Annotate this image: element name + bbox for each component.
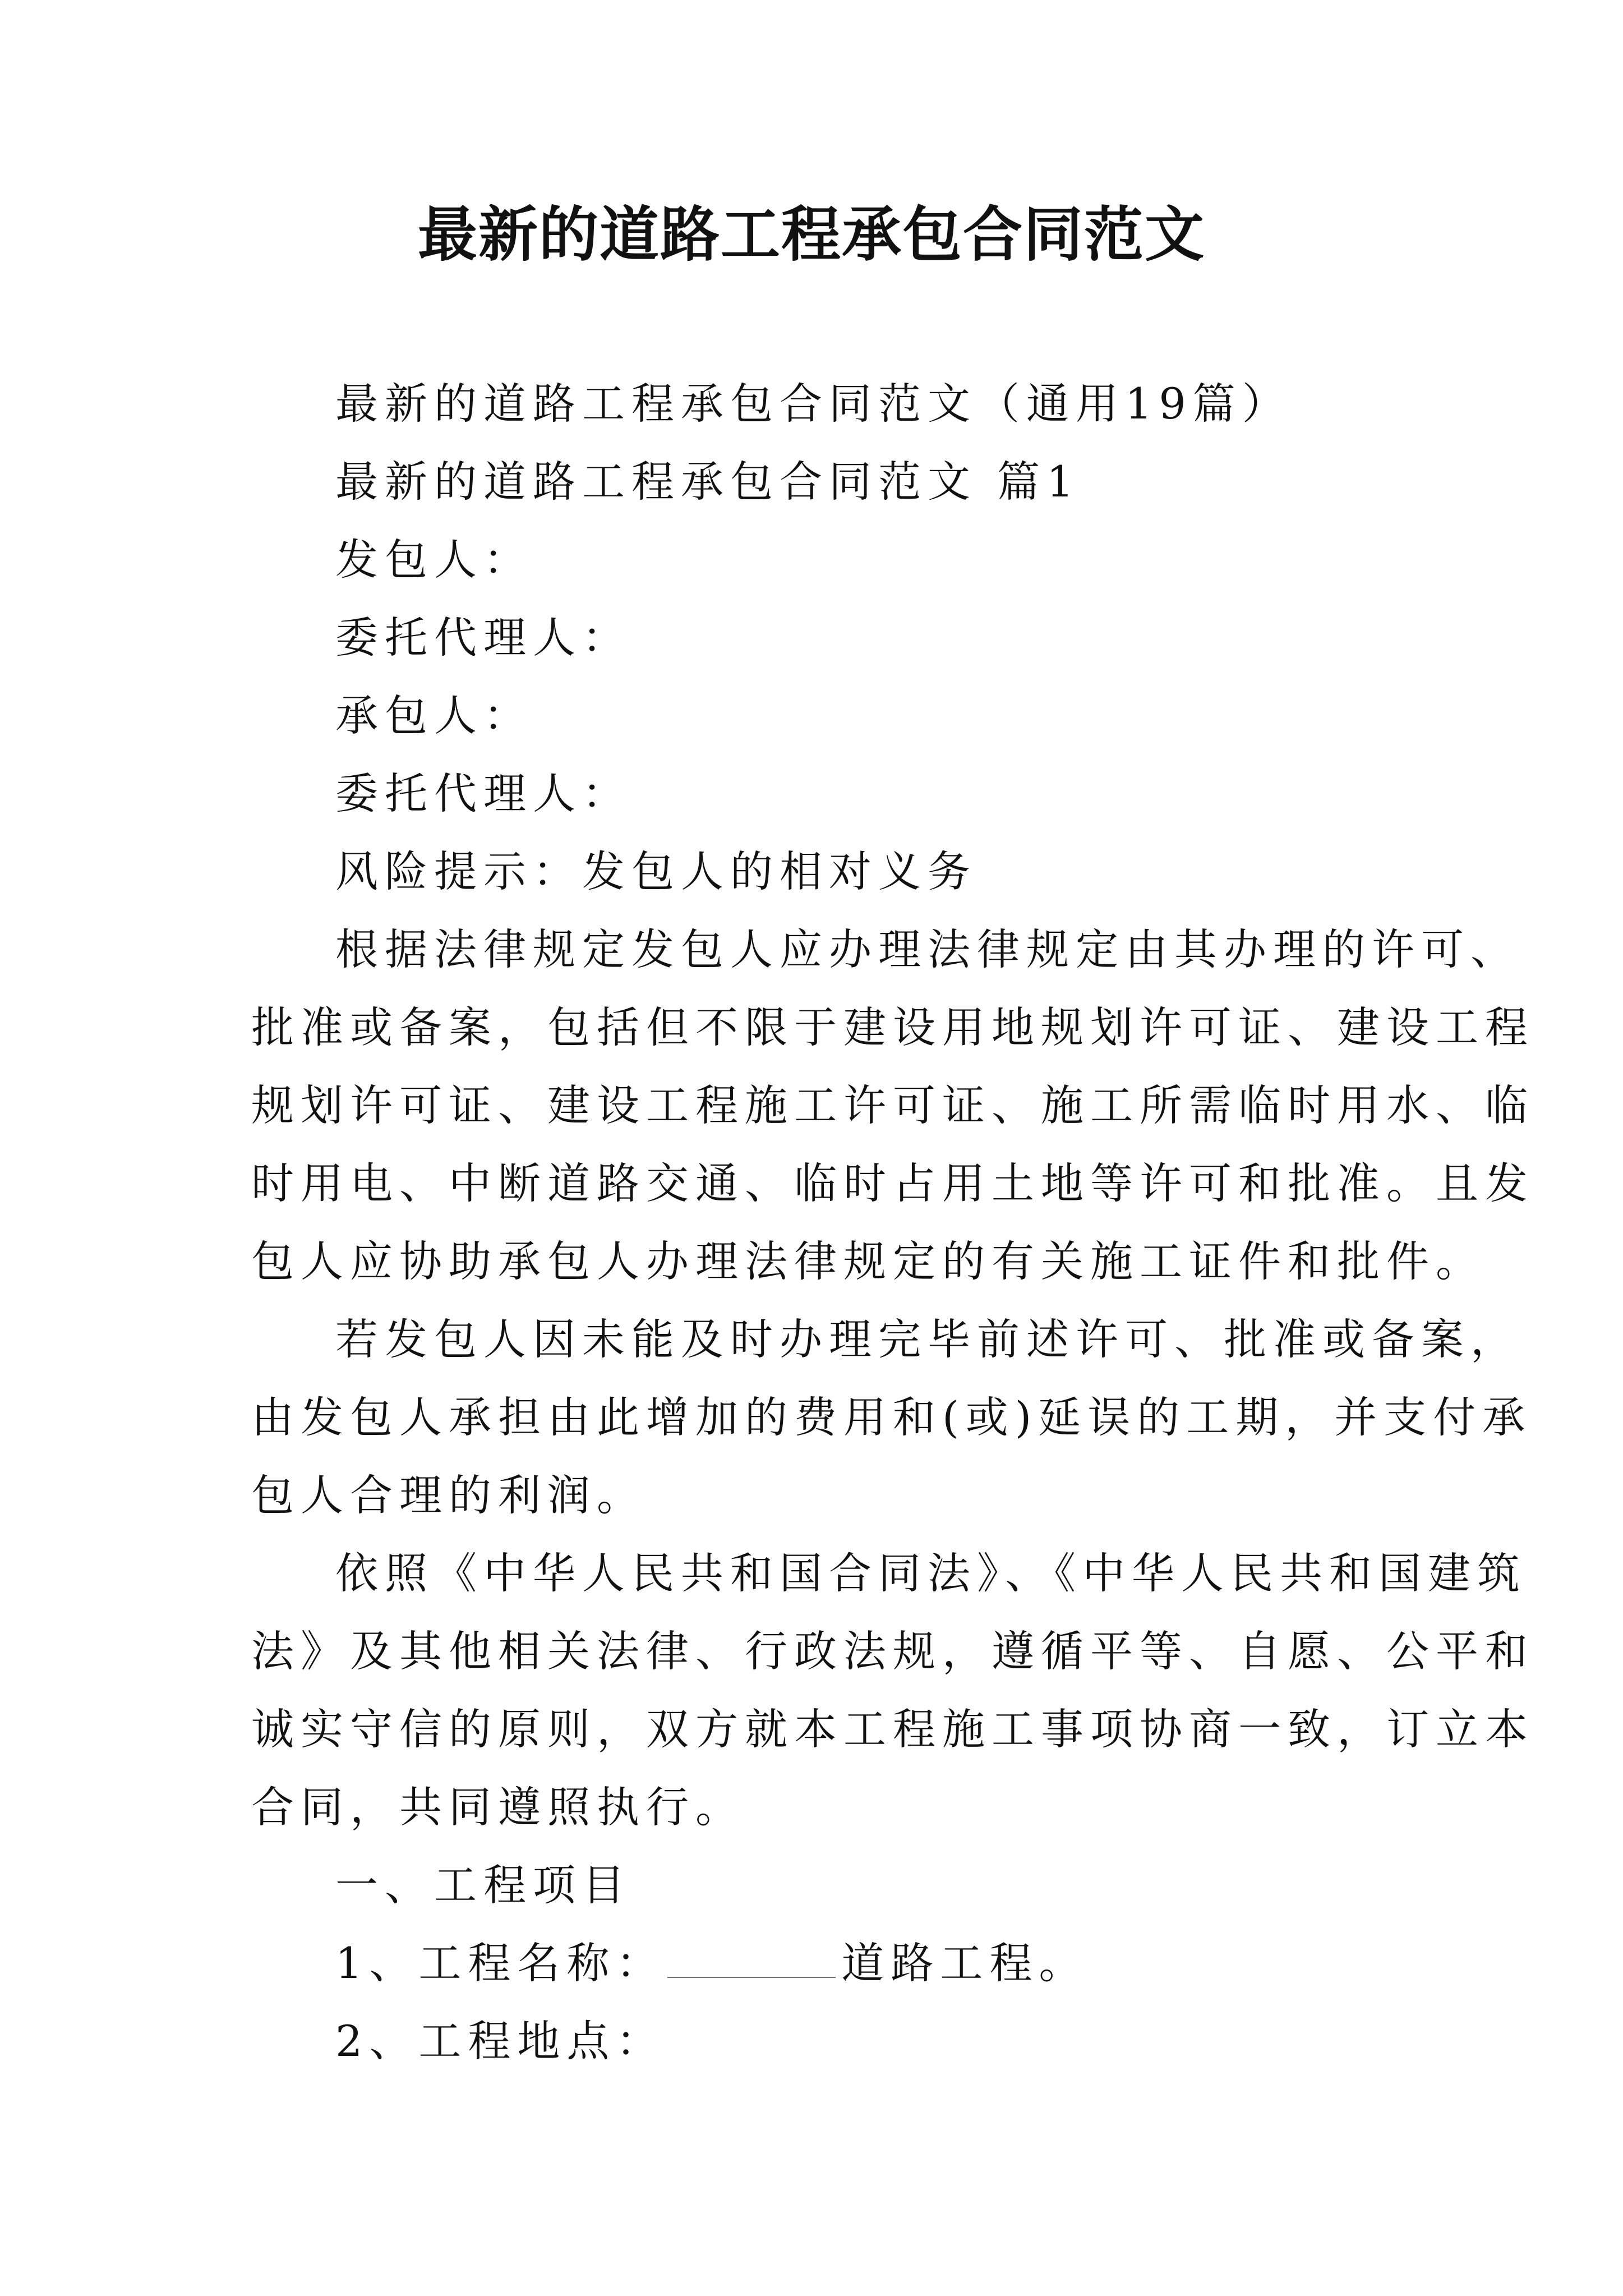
paragraph-line: 由发包人承担由此增加的费用和(或)延误的工期，并支付承 — [251, 1392, 1532, 1442]
paragraph-line: 依照《中华人民共和国合同法》、《中华人民共和国建筑 — [335, 1548, 1527, 1598]
paragraph-line: 法》及其他相关法律、行政法规，遵循平等、自愿、公平和 — [251, 1626, 1534, 1676]
paragraph-line: 委托代理人： — [335, 613, 631, 662]
paragraph-line: 规划许可证、建设工程施工许可证、施工所需临时用水、临 — [251, 1080, 1534, 1130]
paragraph-line: 若发包人因未能及时办理完毕前述许可、批准或备案， — [335, 1314, 1520, 1364]
paragraph-line: 最新的道路工程承包合同范文（通用19篇） — [335, 379, 1292, 429]
paragraph-line: 合同，共同遵照执行。 — [251, 1782, 745, 1832]
paragraph-line: 根据法律规定发包人应办理法律规定由其办理的许可、 — [335, 924, 1520, 974]
project-name-label: 1、工程名称： — [335, 1938, 666, 1988]
section-heading: 一、工程项目 — [335, 1860, 631, 1910]
paragraph-line: 包人应协助承包人办理法律规定的有关施工证件和批件。 — [251, 1236, 1485, 1286]
paragraph-line: 诚实守信的原则，双方就本工程施工事项协商一致，订立本 — [251, 1704, 1534, 1754]
document-title: 最新的道路工程承包合同范文 — [418, 199, 1205, 269]
document-body — [251, 365, 1534, 2080]
paragraph-line: 时用电、中断道路交通、临时占用土地等许可和批准。且发 — [251, 1158, 1534, 1208]
paragraph-line: 委托代理人： — [335, 769, 631, 818]
project-name-line — [251, 1924, 1446, 2002]
project-name-blank — [667, 1975, 836, 1978]
paragraph-line: 承包人： — [335, 691, 533, 740]
paragraph-line: 最新的道路工程承包合同范文 篇1 — [335, 457, 1081, 507]
project-location-line: 2、工程地点： — [335, 2016, 666, 2066]
paragraph-line: 风险提示：发包人的相对义务 — [335, 846, 977, 896]
paragraph-line: 包人合理的利润。 — [251, 1470, 646, 1520]
project-name-suffix: 道路工程。 — [841, 1938, 1089, 1988]
paragraph-line: 发包人： — [335, 535, 533, 585]
paragraph-line: 批准或备案，包括但不限于建设用地规划许可证、建设工程 — [251, 1002, 1534, 1052]
